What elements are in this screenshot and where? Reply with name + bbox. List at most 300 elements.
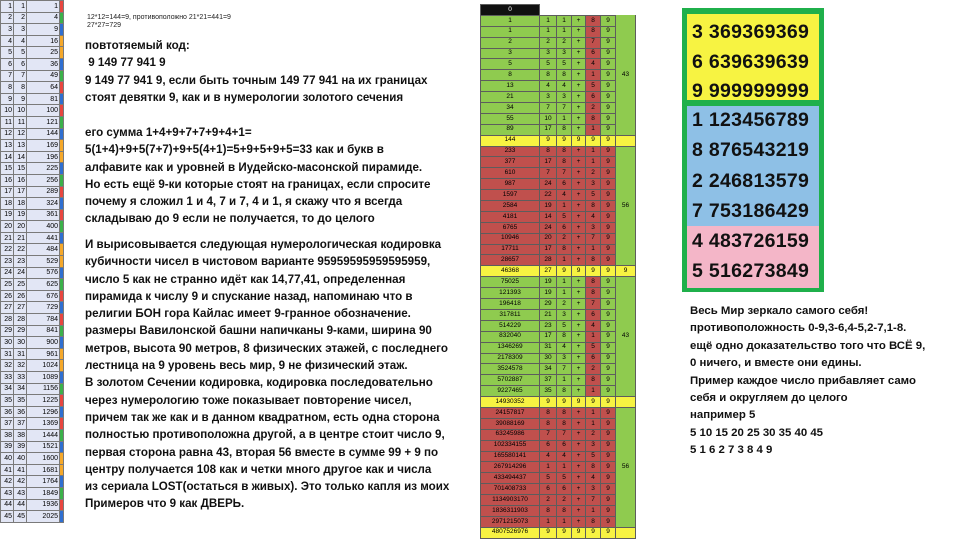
text-line: ещё одно доказательство того что ВСЁ 9, (690, 339, 926, 352)
table-row (1, 232, 64, 244)
group-sum-cell (616, 516, 636, 527)
table-cell: + (572, 124, 586, 135)
table-cell: 9 (601, 179, 616, 190)
table-cell: 42 (14, 476, 27, 488)
table-cell: + (572, 92, 586, 103)
table-cell: 2 (586, 364, 601, 375)
table-cell: 8 (540, 407, 557, 418)
table-row (1, 198, 64, 210)
table-cell: 39 (1, 441, 14, 453)
table-cell: 6 (14, 58, 27, 70)
table-cell: 1296 (27, 406, 60, 418)
table-row (1, 348, 64, 360)
digit-root-cell (60, 1, 64, 13)
table-cell: 38 (1, 429, 14, 441)
table-cell: 9 (601, 15, 616, 26)
digit-root-cell (60, 256, 64, 268)
mirror-row: 9 999999999 (692, 80, 810, 102)
table-cell: 400 (27, 221, 60, 233)
table-cell: 22 (14, 244, 27, 256)
table-row (481, 462, 636, 473)
group-sum-cell: 56 (616, 462, 636, 473)
table-cell: 8 (586, 277, 601, 288)
table-cell: 1369 (27, 418, 60, 430)
table-row (1, 186, 64, 198)
table-cell: 8 (540, 505, 557, 516)
table-cell: 25 (14, 279, 27, 291)
text-line: Весь Мир зеркало самого себя! (690, 305, 869, 317)
table-row (481, 81, 636, 92)
table-cell: 27 (540, 266, 557, 277)
table-cell: 3 (586, 484, 601, 495)
table-cell: 1 (540, 462, 557, 473)
table-cell: 5702887 (481, 375, 540, 386)
table-cell: 32 (1, 360, 14, 372)
table-cell: 9 (601, 59, 616, 70)
table-cell: 529 (27, 256, 60, 268)
table-cell: 17 (540, 331, 557, 342)
table-cell: 9 (557, 266, 572, 277)
text-line: 0 ничего, и вместе они едины. (690, 357, 862, 370)
table-cell: 9 (601, 113, 616, 124)
table-cell: 40 (1, 453, 14, 465)
group-sum-cell (616, 288, 636, 299)
table-cell: 1 (586, 418, 601, 429)
table-cell: + (572, 309, 586, 320)
table-cell: 1134903170 (481, 495, 540, 506)
table-cell: 4 (14, 35, 27, 47)
table-cell: 7 (557, 429, 572, 440)
digit-root-cell (60, 82, 64, 94)
text-line: религии БОН гора Кайлас имеет 9-гранное обозначение. (85, 307, 411, 321)
table-row (481, 70, 636, 81)
table-cell: + (572, 103, 586, 114)
group-sum-cell (616, 353, 636, 364)
table-cell: 37 (540, 375, 557, 386)
table-row (481, 277, 636, 288)
digit-root-cell (60, 116, 64, 128)
table-cell: 4 (586, 320, 601, 331)
table-row (481, 505, 636, 516)
table-cell: 3 (14, 24, 27, 36)
table-cell: 625 (27, 279, 60, 291)
table-cell: 9 (601, 92, 616, 103)
table-cell: 9 (586, 266, 601, 277)
text-line: из сериала LOST(остаться в живых). Это только капля из моих (85, 480, 450, 494)
text-line: алфавите как и уровней в Иудейско-масонской пирамиде. (85, 160, 423, 174)
text-line: 5(1+4)+9+5(7+7)+9+5(4+1)=5+9+5+9+5=33 как и букв в (85, 143, 384, 157)
table-cell: 9 (601, 48, 616, 59)
table-row (481, 190, 636, 201)
table-row (481, 26, 636, 37)
digit-root-cell (60, 418, 64, 430)
table-cell: 729 (27, 302, 60, 314)
text-line: себя и округляем до целого (690, 392, 848, 405)
table-cell: 1024 (27, 360, 60, 372)
table-cell: 9 (601, 70, 616, 81)
table-cell: 20 (540, 233, 557, 244)
table-cell: 361 (27, 209, 60, 221)
table-cell: 1 (540, 15, 557, 26)
table-cell: 44 (14, 499, 27, 511)
text-line: число 5 как не странно идёт как 14,77,41, определенная (85, 272, 406, 286)
table-cell: + (572, 331, 586, 342)
table-row (481, 103, 636, 114)
table-cell: 3 (586, 440, 601, 451)
table-cell: 8 (557, 386, 572, 397)
table-cell: 14 (14, 151, 27, 163)
table-cell: 9 (557, 135, 572, 146)
table-cell: 377 (481, 157, 540, 168)
table-row (1, 464, 64, 476)
group-sum-cell (616, 375, 636, 386)
table-cell: 7 (586, 233, 601, 244)
table-row (481, 364, 636, 375)
group-sum-cell (616, 59, 636, 70)
table-row (481, 397, 636, 408)
table-cell: + (572, 255, 586, 266)
table-row (1, 429, 64, 441)
table-cell: 1 (586, 407, 601, 418)
table-cell: 28 (1, 314, 14, 326)
table-cell: 27 (14, 302, 27, 314)
group-sum-cell (616, 484, 636, 495)
table-cell: 9 (601, 146, 616, 157)
text-block-repeating-code (85, 37, 427, 106)
text-line: складываю до 9 если не получается, то до целого (85, 212, 375, 226)
table-cell: + (572, 418, 586, 429)
table-cell: 21 (14, 232, 27, 244)
table-cell: + (572, 473, 586, 484)
table-cell: 89 (481, 124, 540, 135)
table-cell: 1 (27, 1, 60, 13)
digit-root-cell (60, 140, 64, 152)
group-sum-cell (616, 26, 636, 37)
table-cell: + (572, 26, 586, 37)
table-cell: 9 (557, 397, 572, 408)
table-cell: + (572, 48, 586, 59)
table-cell: 4 (557, 451, 572, 462)
table-cell: 9 (601, 364, 616, 375)
table-cell: 9 (586, 527, 601, 538)
table-cell: 9227465 (481, 386, 540, 397)
table-cell: 514229 (481, 320, 540, 331)
table-cell: 43 (1, 487, 14, 499)
table-row (1, 441, 64, 453)
table-cell: 1849 (27, 487, 60, 499)
table-cell: 24157817 (481, 407, 540, 418)
table-cell: 1 (1, 1, 14, 13)
table-cell: 3 (586, 222, 601, 233)
table-cell: 317811 (481, 309, 540, 320)
group-sum-cell (616, 309, 636, 320)
group-sum-cell: 43 (616, 331, 636, 342)
table-cell: 27 (1, 302, 14, 314)
table-cell: + (572, 179, 586, 190)
empty-cell (601, 5, 616, 16)
table-cell: 701408733 (481, 484, 540, 495)
digit-root-cell (60, 453, 64, 465)
table-cell: 1 (557, 255, 572, 266)
table-cell: 41 (14, 464, 27, 476)
table-cell: 8 (557, 70, 572, 81)
digit-root-cell (60, 464, 64, 476)
table-row (481, 407, 636, 418)
table-cell: + (572, 451, 586, 462)
table-cell: 9 (601, 407, 616, 418)
table-cell: 8 (481, 70, 540, 81)
table-cell: 8 (14, 82, 27, 94)
mirror-explanation (690, 303, 925, 460)
table-cell: 9 (601, 462, 616, 473)
group-sum-cell (616, 277, 636, 288)
table-cell: 9 (601, 244, 616, 255)
table-cell: 5 (586, 451, 601, 462)
table-cell: 5 (557, 320, 572, 331)
table-cell: 10 (540, 113, 557, 124)
digit-root-cell (60, 360, 64, 372)
table-cell: 36 (1, 406, 14, 418)
text-line: противоположность 0-9,3-6,4-5,2-7,1-8. (690, 322, 907, 335)
table-cell: 9 (601, 440, 616, 451)
table-row (1, 128, 64, 140)
table-cell: + (572, 353, 586, 364)
table-cell: 1 (586, 157, 601, 168)
table-cell: 1 (557, 516, 572, 527)
table-row (481, 331, 636, 342)
table-cell: 3 (481, 48, 540, 59)
table-cell: + (572, 375, 586, 386)
table-cell: 6 (586, 353, 601, 364)
text-line: его сумма 1+4+9+7+7+9+4+1= (85, 126, 252, 139)
table-cell: 1 (586, 386, 601, 397)
group-sum-cell (616, 505, 636, 516)
table-cell: 2584 (481, 201, 540, 212)
table-cell: 9 (601, 451, 616, 462)
table-row (481, 244, 636, 255)
table-cell: 9 (601, 26, 616, 37)
table-cell: + (572, 299, 586, 310)
table-row (1, 221, 64, 233)
table-cell: 610 (481, 168, 540, 179)
digit-root-cell (60, 163, 64, 175)
table-cell: 12 (14, 128, 27, 140)
text-line: Пример каждое число прибавляет само (690, 374, 916, 387)
table-cell: 42 (1, 476, 14, 488)
table-cell: 1 (557, 201, 572, 212)
table-cell: 2 (1, 12, 14, 24)
digit-root-cell (60, 325, 64, 337)
table-cell: 36 (27, 58, 60, 70)
group-sum-cell (616, 113, 636, 124)
table-row (481, 135, 636, 146)
digit-root-cell (60, 441, 64, 453)
table-row (481, 211, 636, 222)
table-cell: 8 (586, 288, 601, 299)
table-cell: 29 (1, 325, 14, 337)
table-cell: 3 (557, 92, 572, 103)
table-cell: 8 (557, 331, 572, 342)
table-cell: 5 (540, 59, 557, 70)
digit-root-cell (60, 70, 64, 82)
table-cell: 9 (601, 190, 616, 201)
table-cell: 8 (586, 26, 601, 37)
table-cell: 9 (557, 527, 572, 538)
table-cell: 11 (14, 116, 27, 128)
digit-root-cell (60, 314, 64, 326)
table-cell: 4181 (481, 211, 540, 222)
table-cell: 25 (27, 47, 60, 59)
group-sum-cell (616, 429, 636, 440)
table-cell: 1 (586, 505, 601, 516)
digit-root-cell (60, 279, 64, 291)
table-cell: + (572, 440, 586, 451)
table-cell: 1 (540, 516, 557, 527)
table-row (1, 105, 64, 117)
table-cell: 9 (572, 135, 586, 146)
table-cell: 441 (27, 232, 60, 244)
table-cell: 26 (14, 290, 27, 302)
table-cell: + (572, 484, 586, 495)
table-row (1, 383, 64, 395)
table-row (1, 453, 64, 465)
table-cell: 2 (14, 12, 27, 24)
digit-root-cell (60, 395, 64, 407)
group-sum-cell (616, 495, 636, 506)
mirror-row: 3 369369369 (692, 21, 810, 43)
table-cell: 7 (540, 429, 557, 440)
table-cell: 64 (27, 82, 60, 94)
table-cell: 37 (1, 418, 14, 430)
table-cell: 9 (601, 168, 616, 179)
empty-cell (557, 5, 572, 16)
table-cell: + (572, 244, 586, 255)
table-cell: 9 (601, 233, 616, 244)
table-cell: 5 (540, 473, 557, 484)
table-cell: 1346269 (481, 342, 540, 353)
table-cell: 9 (601, 386, 616, 397)
empty-cell (616, 5, 636, 16)
table-cell: 41 (1, 464, 14, 476)
table-row (1, 395, 64, 407)
table-cell: 8 (557, 146, 572, 157)
table-cell: 2 (586, 168, 601, 179)
table-row (1, 406, 64, 418)
table-cell: 9 (601, 516, 616, 527)
table-cell: 45 (14, 511, 27, 523)
text-line: через нумерологию тоже показывает повторение чисел, (85, 393, 412, 407)
table-cell: 30 (1, 337, 14, 349)
table-cell: 6 (1, 58, 14, 70)
table-cell: 5 (586, 190, 601, 201)
digit-root-cell (60, 406, 64, 418)
table-cell: 3 (540, 92, 557, 103)
table-row (1, 418, 64, 430)
text-line: В золотом Сечении кодировка, кодировка последовательно (85, 376, 433, 390)
digit-root-cell (60, 267, 64, 279)
table-cell: 9 (601, 222, 616, 233)
text-line: кубичности чисел в чистовом варианте 95959595959595959, (85, 255, 431, 269)
table-cell: 2025 (27, 511, 60, 523)
table-cell: 25 (1, 279, 14, 291)
table-cell: 14930352 (481, 397, 540, 408)
table-cell: + (572, 157, 586, 168)
table-cell: 7 (586, 495, 601, 506)
table-cell: 6 (557, 440, 572, 451)
digit-root-cell (60, 337, 64, 349)
table-row (481, 15, 636, 26)
table-cell: 33 (1, 372, 14, 384)
table-cell: 44 (1, 499, 14, 511)
digit-root-cell (60, 128, 64, 140)
group-sum-cell (616, 418, 636, 429)
table-row (1, 487, 64, 499)
table-cell: 9 (540, 397, 557, 408)
group-sum-cell (616, 211, 636, 222)
table-cell: 784 (27, 314, 60, 326)
table-cell: 121393 (481, 288, 540, 299)
text-line: размеры Вавилонской башни напичканы 9-ками, ширина 90 (85, 324, 432, 338)
table-cell: + (572, 364, 586, 375)
table-cell: 23 (14, 256, 27, 268)
table-row (1, 47, 64, 59)
table-cell: 7 (586, 299, 601, 310)
table-cell: 1 (557, 288, 572, 299)
table-cell: 1 (586, 331, 601, 342)
table-cell: 1597 (481, 190, 540, 201)
table-row (481, 495, 636, 506)
digit-root-cell (60, 47, 64, 59)
digit-root-cell (60, 383, 64, 395)
table-cell: 1444 (27, 429, 60, 441)
digit-root-cell (60, 58, 64, 70)
table-cell: 9 (601, 103, 616, 114)
mirror-row: 5 516273849 (692, 260, 810, 282)
group-sum-cell (616, 386, 636, 397)
table-cell: 9 (601, 342, 616, 353)
table-cell: 33 (14, 372, 27, 384)
table-cell: 9 (601, 375, 616, 386)
empty-cell (572, 5, 586, 16)
fibonacci-table (480, 4, 636, 539)
group-sum-cell (616, 407, 636, 418)
table-cell: 15 (1, 163, 14, 175)
table-cell: 7 (557, 364, 572, 375)
table-cell: + (572, 407, 586, 418)
digit-root-cell (60, 302, 64, 314)
text-line: 9 149 77 941 9, если быть точным 149 77 941 на их границах (85, 73, 428, 87)
table-cell: 35 (540, 386, 557, 397)
table-cell: 1 (586, 124, 601, 135)
table-cell: + (572, 288, 586, 299)
table-row (1, 174, 64, 186)
digit-root-cell (60, 186, 64, 198)
table-cell: 9 (601, 124, 616, 135)
table-row (1, 476, 64, 488)
table-row (1, 70, 64, 82)
group-sum-cell (616, 157, 636, 168)
table-row (1, 151, 64, 163)
table-cell: 1600 (27, 453, 60, 465)
table-cell: 484 (27, 244, 60, 256)
table-cell: 34 (540, 364, 557, 375)
table-cell: 9 (601, 353, 616, 364)
table-cell: 8 (586, 201, 601, 212)
table-cell: 12 (1, 128, 14, 140)
table-cell: 10946 (481, 233, 540, 244)
group-sum-cell (616, 342, 636, 353)
table-cell: 9 (586, 135, 601, 146)
